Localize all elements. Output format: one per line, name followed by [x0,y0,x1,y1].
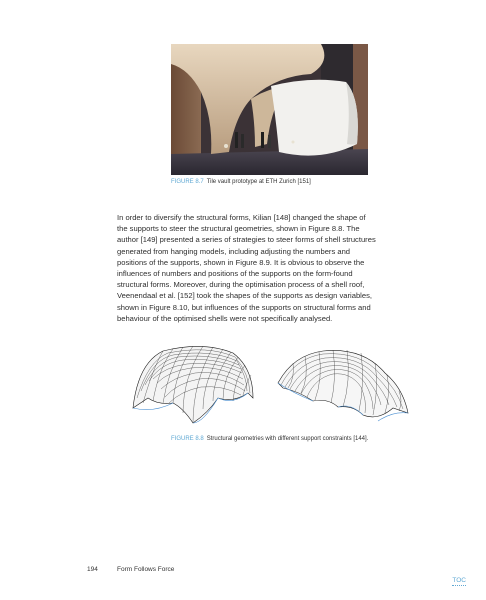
caption-text: Tile vault prototype at ETH Zurich [151] [206,179,311,185]
running-title: Form Follows Force [117,566,175,573]
page-number: 194 [87,566,98,573]
figure-8-7-photo [171,44,368,175]
figure-8-8-caption [171,435,368,443]
toc-link[interactable]: TOC [452,577,466,584]
shell-geometry-right [278,350,408,421]
figure-8-7-caption [171,178,311,186]
figure-8-8-geometries [123,343,423,428]
caption-text: Structural geometries with different support constraints [144]. [206,436,369,442]
body-paragraph: In order to diversify the structural forms, Kilian [148] changed the shape of the supports to steer the structural geometries, shown in Figure 8.8. The author [149] presented a series of strategies to steer forms of shell structures generated from hanging models, including adjusting the numbers and positions of the supports, shown in Figure 8.9. It is obvious to observe the influences of numbers and positions of the supports on the form-found structural forms. Moreover, during the optimisation process of a shell roof, Veenendaal et al. [152] took the shapes of the supports as design variables, shown in Figure 8.10, but influences of the supports on structural forms and behaviour of the optimised shells were not specifically analysed. [117,213,376,323]
figure-label: FIGURE 8.7 [171,179,204,185]
shell-geometry-left [133,346,253,423]
figure-label: FIGURE 8.8 [171,436,204,442]
